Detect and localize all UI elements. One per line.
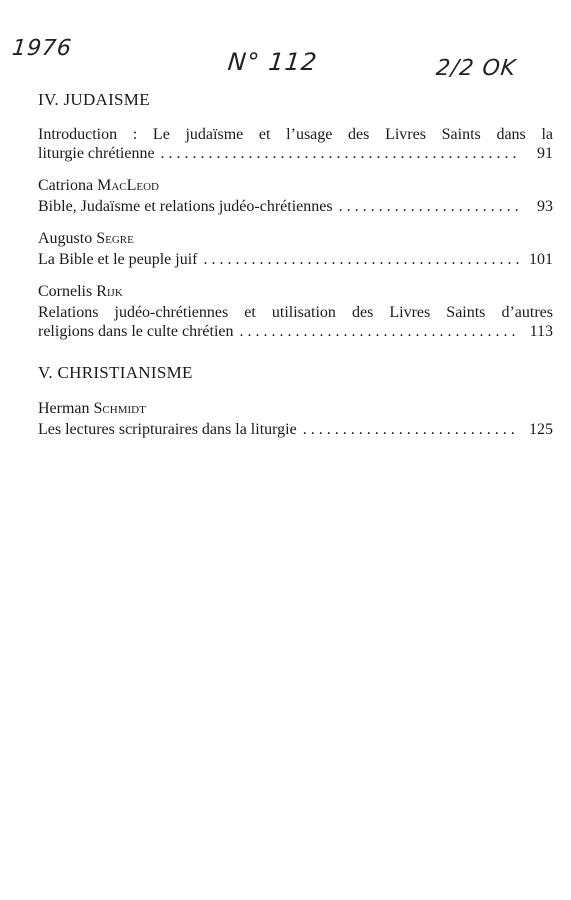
author-first-name: Catriona <box>38 177 94 194</box>
toc-entry <box>38 228 553 269</box>
page-number: 113 <box>529 323 553 340</box>
entry-title: La Bible et le peuple juif <box>38 251 198 268</box>
entry-last-line <box>38 322 553 341</box>
section-judaisme <box>38 90 553 341</box>
toc-entry <box>38 175 553 216</box>
dot-leader <box>339 197 519 216</box>
page-number: 125 <box>529 421 553 438</box>
page-number: 93 <box>537 198 553 215</box>
handwritten-number: N° 112 <box>226 48 319 76</box>
section-heading: V. CHRISTIANISME <box>38 363 193 382</box>
dot-leader <box>303 420 519 439</box>
author-surname: MacLeod <box>97 177 159 194</box>
handwritten-year: 1976 <box>10 36 74 61</box>
dot-leader <box>239 322 519 341</box>
entry-author <box>38 281 553 303</box>
entry-last-line <box>38 250 553 269</box>
author-surname: Segre <box>96 230 134 247</box>
toc-entry <box>38 125 553 163</box>
dot-leader <box>204 250 520 269</box>
entry-author <box>38 398 553 420</box>
entry-title: liturgie chrétienne <box>38 145 155 162</box>
entry-title-line: Introduction : Le judaïsme et l’usage des Livres Saints dans la <box>38 126 553 143</box>
handwritten-pages-note: 2/2 OK <box>434 56 518 81</box>
author-first-name: Herman <box>38 400 90 417</box>
entry-title-line: Relations judéo-chrétiennes et utilisation des Livres Saints d’autres <box>38 304 553 321</box>
author-surname: Schmidt <box>93 400 146 417</box>
author-surname: Rijk <box>96 283 123 300</box>
entry-last-line <box>38 197 553 216</box>
toc-entry <box>38 281 553 341</box>
entry-author <box>38 175 553 197</box>
author-first-name: Cornelis <box>38 283 93 300</box>
table-of-contents <box>38 90 553 461</box>
toc-entry <box>38 398 553 439</box>
entry-title: religions dans le culte chrétien <box>38 323 234 340</box>
entry-last-line <box>38 420 553 439</box>
entry-last-line <box>38 144 553 163</box>
entry-title: Bible, Judaïsme et relations judéo-chrétiennes <box>38 198 333 215</box>
section-heading: IV. JUDAISME <box>38 90 150 109</box>
author-first-name: Augusto <box>38 230 93 247</box>
page-number: 91 <box>537 145 553 162</box>
entry-author <box>38 228 553 250</box>
page-number: 101 <box>529 251 553 268</box>
section-christianisme <box>38 363 553 439</box>
dot-leader <box>161 144 519 163</box>
entry-title: Les lectures scripturaires dans la liturgie <box>38 421 297 438</box>
